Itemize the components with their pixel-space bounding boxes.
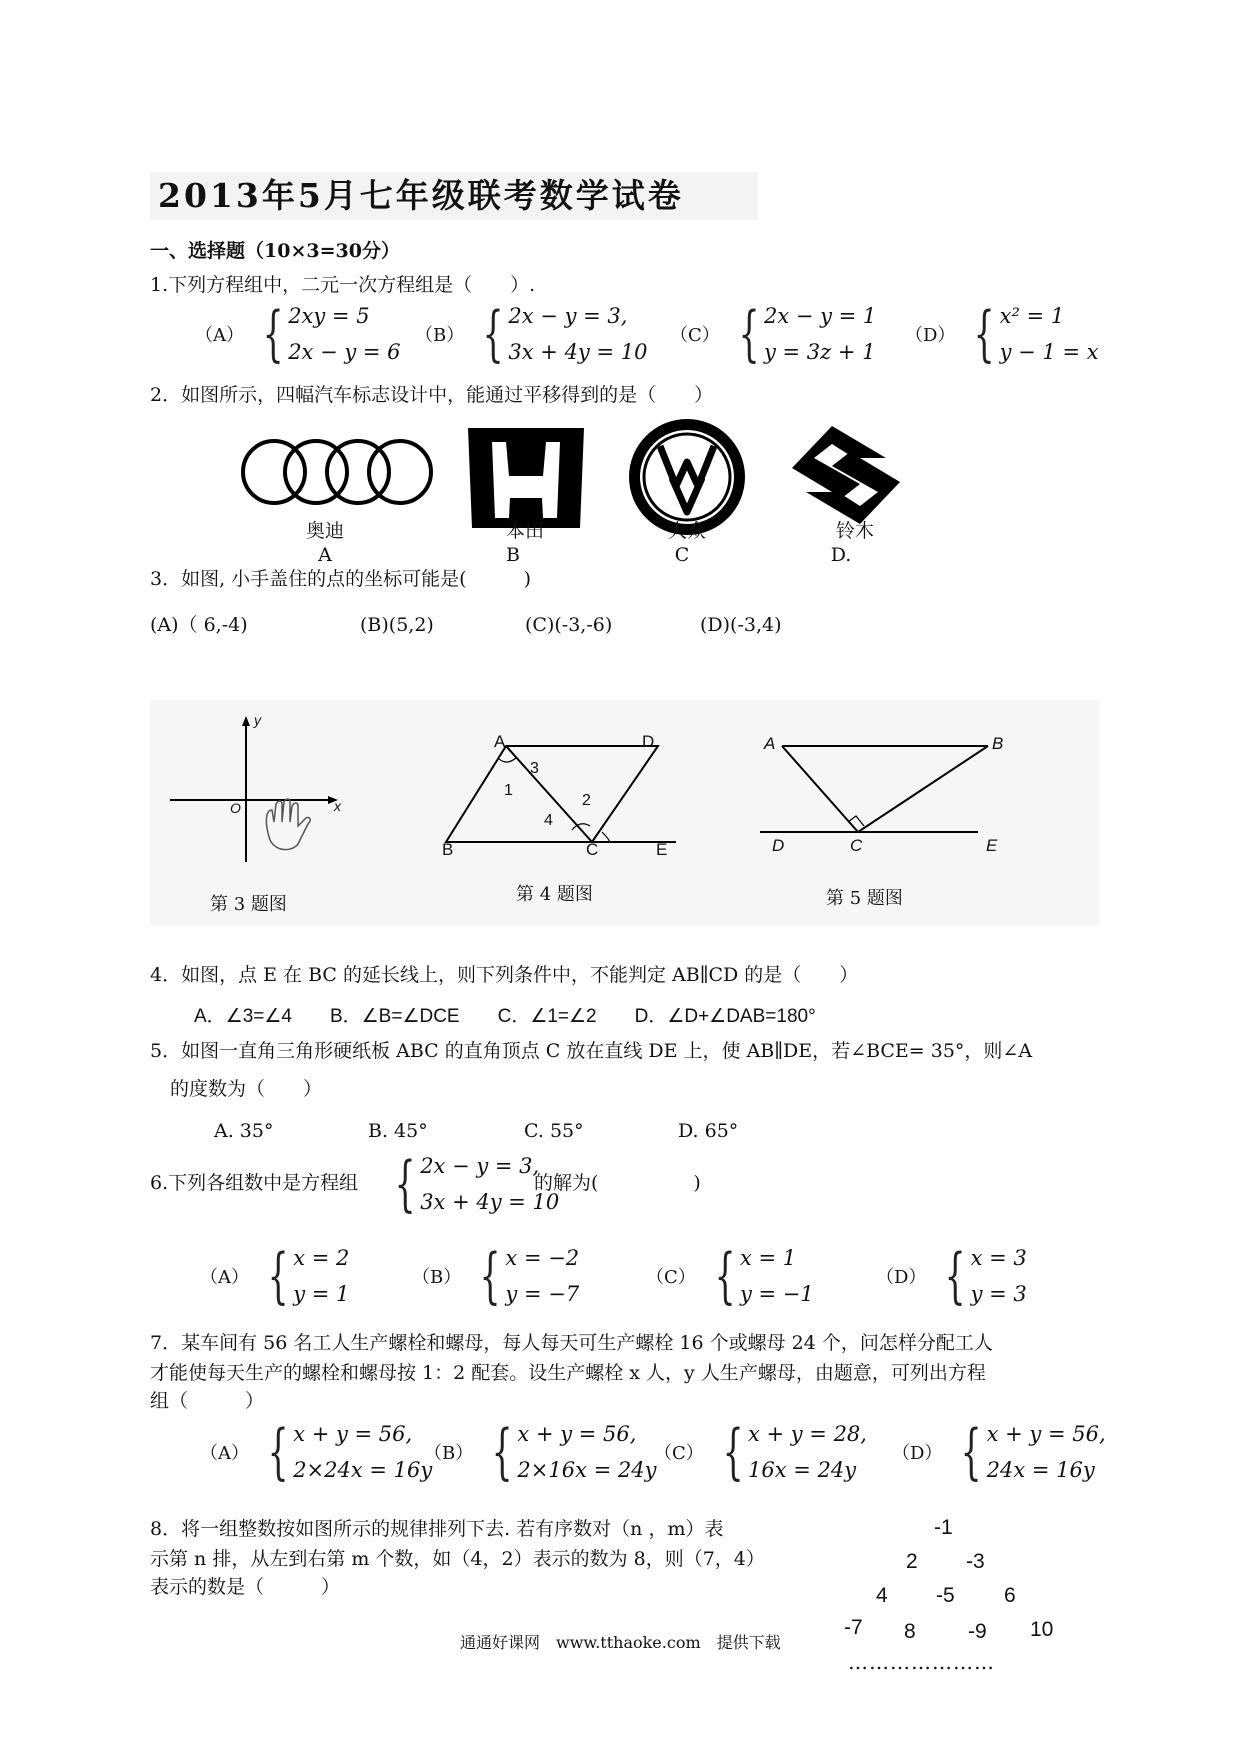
q7-option-c [654,1416,867,1488]
equation-row: 2x − y = 3, [420,1154,540,1178]
equation-row: 2×16x = 24y [517,1458,657,1482]
section-heading: 一、选择题（10×3=30分） [150,240,400,262]
q6-option-b [412,1240,579,1312]
equation-row: y = −7 [505,1282,580,1306]
q1-option-a [195,298,401,370]
page-footer: 通通好课网 www.tthaoke.com 提供下载 [460,1633,781,1652]
question-8-line-2: 示第 n 排，从左到右第 m 个数，如（4，2）表示的数为 8，则（7，4） [150,1548,765,1570]
question-5-stem: 5．如图一直角三角形硬纸板 ABC 的直角顶点 C 放在直线 DE 上，使 AB∥DE，若∠BCE= 35°，则∠A [150,1040,1033,1062]
figure-3-coordinate-axes [160,712,360,872]
option-label: （C） [654,1443,704,1464]
figure-5-right-triangle [728,740,1008,840]
fig4-label-b: B [442,840,454,859]
triangle-number: 2 [906,1550,918,1573]
brace-icon: { [267,1241,289,1311]
option-label: （A） [195,325,244,346]
fig4-angle-4: 4 [544,812,553,829]
question-5-stem-cont: 的度数为（ ） [170,1078,323,1100]
equation-row: y = −1 [739,1282,814,1306]
equation-row: x + y = 28, [747,1422,867,1446]
brace-icon: { [945,1241,967,1311]
fig4-label-c: C [586,840,599,859]
equation-row: 3x + 4y = 10 [420,1190,560,1214]
equation-row: y = 3 [970,1282,1027,1306]
triangle-number: 6 [1004,1584,1016,1607]
fig4-angle-2: 2 [582,792,591,809]
triangle-number: -1 [934,1516,953,1539]
suzuki-logo [790,424,902,526]
q5-option-c: C. 55° [524,1120,584,1142]
fig5-label-b: B [992,734,1004,753]
q7-option-b [424,1416,656,1488]
option-label: （D） [892,1443,943,1464]
brace-icon: { [479,1241,501,1311]
figure-5-caption: 第 5 题图 [826,888,903,909]
figure-3-caption: 第 3 题图 [210,894,287,915]
q6-option-c [646,1240,814,1312]
logo-letter-a: A [318,544,332,566]
equation-row: 2x − y = 3, [508,304,628,328]
fig3-x-label: x [334,798,341,814]
fig4-angle-3: 3 [530,760,539,777]
equation-row: 2x − y = 6 [288,340,401,364]
q6-option-a [200,1240,349,1312]
brace-icon: { [714,1241,736,1311]
fig4-label-d: D [642,732,655,751]
equation-row: x² = 1 [999,304,1065,328]
equation-row: y − 1 = x [999,340,1099,364]
option-label: （B） [412,1267,462,1288]
fig4-angle-1: 1 [504,782,513,799]
option-label: （D） [876,1267,927,1288]
equation-row: x + y = 56, [293,1422,413,1446]
question-2-stem: 2．如图所示，四幅汽车标志设计中，能通过平移得到的是（ ） [150,384,714,406]
triangle-number: -7 [844,1616,863,1639]
equation-row: 2×24x = 16y [293,1458,433,1482]
triangle-number: 10 [1030,1618,1054,1641]
triangle-number: -5 [936,1584,955,1607]
q1-option-c [670,298,876,370]
question-4-stem: 4．如图，点 E 在 BC 的延长线上，则下列条件中，不能判定 AB∥CD 的是（ ） [150,964,859,986]
question-6-stem: 6.下列各组数中是方程组 [150,1172,359,1194]
question-7-line-2: 才能使每天生产的螺栓和螺母按 1：2 配套。设生产螺栓 x 人，y 人生产螺母，由题意，可列出方程 [150,1362,986,1384]
q4-options: A．∠3=∠4 B．∠B=∠DCE C．∠1=∠2 D．∠D+∠DAB=180° [194,1006,816,1027]
fig5-label-a: A [764,734,776,753]
equation-row: y = 1 [293,1282,350,1306]
triangle-number: -3 [966,1550,985,1573]
question-6-stem-end: 的解为( ) [534,1172,701,1194]
logo-letter-b: B [506,544,520,566]
fig5-label-e: E [986,836,998,855]
logo-letter-c: C [674,544,690,566]
brace-icon: { [722,1417,744,1487]
brace-icon: { [974,299,996,369]
q1-option-b [415,298,647,370]
equation-row: 2x − y = 1 [763,304,877,328]
logo-name-vw: 大众 [667,520,706,542]
page-title: 2013年5月七年级联考数学试卷 [150,172,758,220]
logo-letter-d: D. [830,544,852,566]
question-8-line-3: 表示的数是（ ） [150,1576,341,1598]
triangle-number: 8 [904,1620,916,1643]
option-label: （C） [670,325,720,346]
q5-option-a: A. 35° [214,1120,274,1142]
equation-row: x = −2 [505,1246,580,1270]
q7-option-a [200,1416,432,1488]
q1-option-d [905,298,1099,370]
brace-icon: { [394,1149,416,1219]
brace-icon: { [482,299,504,369]
question-8-line-1: 8．将一组整数按如图所示的规律排列下去. 若有序数对（n ，m）表 [150,1518,724,1540]
equation-row: x = 1 [739,1246,797,1270]
fig3-y-label: y [254,712,261,728]
equation-row: 16x = 24y [747,1458,857,1482]
q3-option-d: (D)(-3,4) [700,614,782,636]
option-label: （B） [424,1443,474,1464]
equation-row: x = 2 [293,1246,350,1270]
brace-icon: { [491,1417,513,1487]
triangle-continuation-dots: ………………… [848,1650,995,1674]
equation-row: x + y = 56, [986,1422,1106,1446]
brace-icon: { [961,1417,983,1487]
equation-row: x = 3 [970,1246,1027,1270]
q3-option-c: (C)(-3,-6) [525,614,613,636]
question-3-stem: 3．如图, 小手盖住的点的坐标可能是( ) [150,568,531,590]
fig3-origin-label: O [230,800,241,816]
q3-option-a: (A)（ 6,-4) [150,614,248,636]
audi-logo [238,436,438,508]
triangle-number: 4 [876,1584,888,1607]
q5-option-d: D. 65° [678,1120,739,1142]
q5-option-b: B. 45° [368,1120,428,1142]
q7-option-d [892,1416,1106,1488]
brace-icon: { [738,299,760,369]
question-7-line-1: 7．某车间有 56 名工人生产螺栓和螺母，每人每天可生产螺栓 16 个或螺母 24 个，问怎样分配工人 [150,1332,993,1354]
fig5-label-d: D [772,836,785,855]
fig5-label-c: C [850,836,863,855]
equation-row: y = 3z + 1 [763,340,876,364]
option-label: （A） [200,1267,249,1288]
figure-4-caption: 第 4 题图 [516,884,593,905]
q3-option-b: (B)(5,2) [360,614,434,636]
option-label: （B） [415,325,465,346]
option-label: （C） [646,1267,696,1288]
equation-row: 2xy = 5 [288,304,370,328]
logo-name-honda: 本田 [505,520,544,542]
equation-row: x + y = 56, [517,1422,637,1446]
option-label: （D） [905,325,956,346]
q6-option-d [876,1240,1027,1312]
option-label: （A） [200,1443,249,1464]
question-1-stem: 1.下列方程组中，二元一次方程组是（ ）. [150,274,536,296]
equation-row: 24x = 16y [986,1458,1095,1482]
logo-name-audi: 奥迪 [305,520,344,542]
brace-icon: { [267,1417,289,1487]
triangle-number: -9 [968,1620,987,1643]
fig4-label-a: A [494,732,506,751]
question-7-line-3: 组（ ） [150,1390,265,1412]
equation-row: 3x + 4y = 10 [508,340,648,364]
brace-icon: { [262,299,284,369]
fig4-label-e: E [656,840,668,859]
logo-name-suzuki: 铃木 [835,520,874,542]
